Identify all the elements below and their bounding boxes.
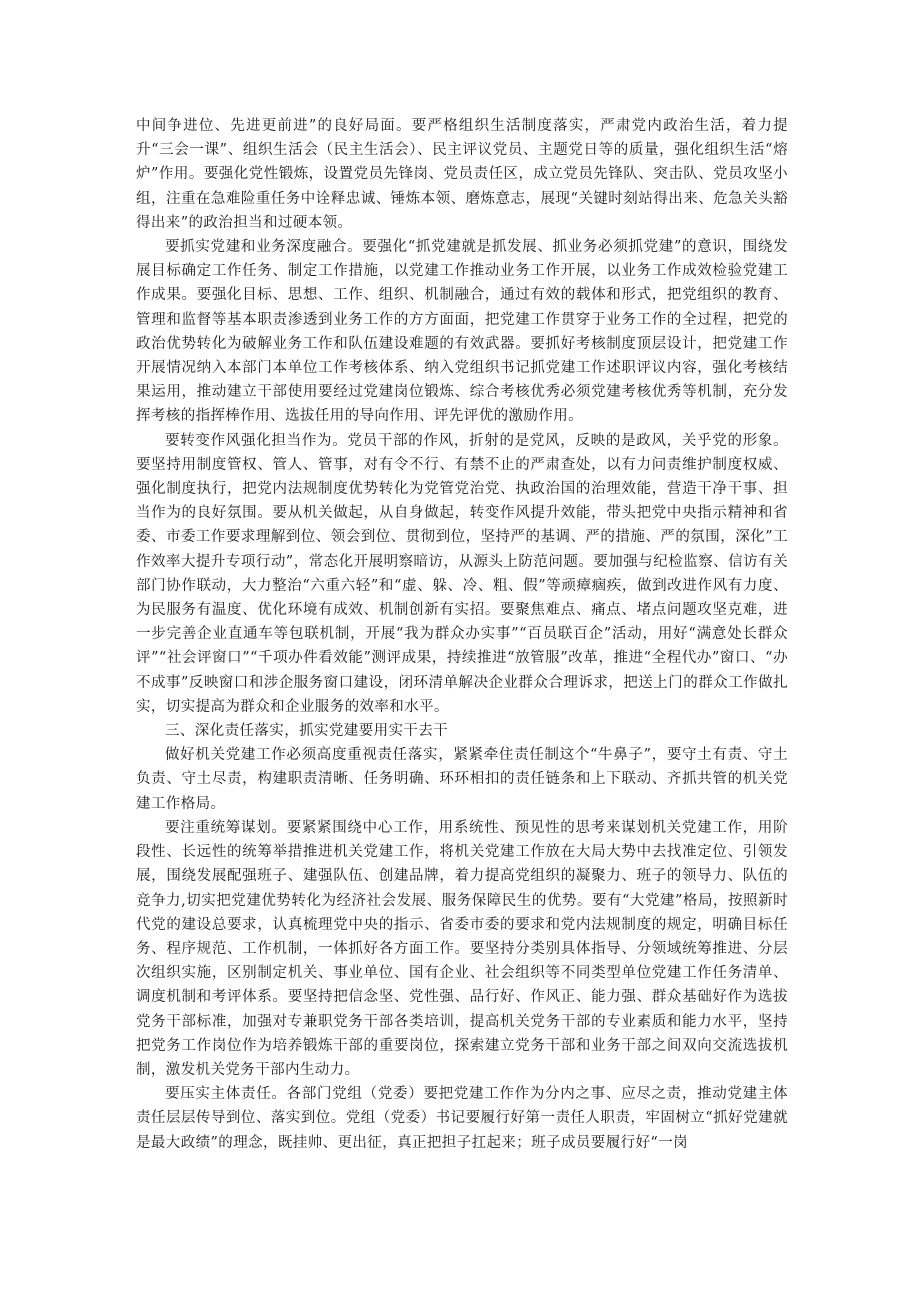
paragraph-main-responsibility: 要压实主体责任。各部门党组（党委）要把党建工作作为分内之事、应尽之责，推动党建主体责任层层传导到位、落实到位。党组（党委）书记要履行好第一责任人职责，牢固树立“抓好党建就是最大政绩”的理念，既挂帅、更出征，真正把担子扛起来；班子成员要履行好“一岗 [136,1086,788,1151]
paragraph-responsibility-intro: 做好机关党建工作必须高度重视责任落实，紧紧牵住责任制这个“牛鼻子”，要守土有责、守土负责、守土尽责，构建职责清晰、任务明确、环环相扣的责任链条和上下联动、齐抓共管的机关党建工作格局。 [136,747,788,812]
paragraph-continuation: 中间争进位、先进更前进”的良好局面。要严格组织生活制度落实，严肃党内政治生活，着力提升“三会一课”、组织生活会（民主生活会）、民主评议党员、主题党日等的质量，强化组织生活“熔炉”作用。要强化党性锻炼，设置党员先锋岗、党员责任区，成立党员先锋队、突击队、党员攻坚小组，注重在急难险重任务中诠释忠诚、锤炼本领、磨炼意志，展现“关键时刻站得出来、危急关头豁得出来”的政治担当和过硬本领。 [136,118,788,231]
paragraph-party-business-integration: 要抓实党建和业务深度融合。要强化“抓党建就是抓发展、抓业务必须抓党建”的意识，围绕发展目标确定工作任务、制定工作措施，以党建工作推动业务工作开展，以业务工作成效检验党建工作成果。要强化目标、思想、工作、组织、机制融合，通过有效的载体和形式，把党组织的教育、管理和监督等基本职责渗透到业务工作的方方面面，把党建工作贯穿于业务工作的全过程，把党的政治优势转化为破解业务工作和队伍建设难题的有效武器。要抓好考核制度顶层设计，把党建工作开展情况纳入本部门本单位工作考核体系、纳入党组织书记抓党建工作述职评议内容，强化考核结果运用，推动建立干部使用要经过党建岗位锻炼、综合考核优秀必须党建考核优秀等机制，充分发挥考核的指挥棒作用、选拔任用的导向作用、评先评优的激励作用。 [136,239,788,425]
section-heading-three: 三、深化责任落实，抓实党建要用实干去干 [165,723,449,740]
paragraph-overall-planning: 要注重统筹谋划。要紧紧围绕中心工作，用系统性、预见性的思考来谋划机关党建工作，用阶段性、长远性的统筹举措推进机关党建工作，将机关党建工作放在大局大势中去找准定位、引领发展，围绕发展配强班子、建强队伍、创建品牌，着力提高党组织的凝聚力、班子的领导力、队伍的竞争力,切实把党建优势转化为经济社会发展、服务保障民生的优势。要有“大党建”格局，按照新时代党的建设总要求，认真梳理党中央的指示、省委市委的要求和党内法规制度的规定，明确目标任务、程序规范、工作机制，一体抓好各方面工作。要坚持分类别具体指导、分领域统筹推进、分层次组织实施，区别制定机关、事业单位、国有企业、社会组织等不同类型单位党建工作任务清单、调度机制和考评体系。要坚持把信念坚、党性强、品行好、作风正、能力强、群众基础好作为选拔党务干部标准，加强对专兼职党务干部各类培训，提高机关党务干部的专业素质和能力水平，坚持把党务工作岗位作为培养锻炼干部的重要岗位，探索建立党务干部和业务干部之间双向交流选拔机制，激发机关党务干部内生动力。 [136,819,788,1078]
document-body [136,114,788,1155]
paragraph-work-style: 要转变作风强化担当作为。党员干部的作风，折射的是党风，反映的是政风，关乎党的形象。要坚持用制度管权、管人、管事，对有令不行、有禁不止的严肃查处，以有力问责维护制度权威、强化制度执行，把党内法规制度优势转化为党管党治党、执政治国的治理效能，营造干净干事、担当作为的良好氛围。要从机关做起，从自身做起，转变作风提升效能，带头把党中央指示精神和省委、市委工作要求理解到位、领会到位、贯彻到位，坚持严的基调、严的措施、严的氛围，深化”工作效率大提升专项行动”，常态化开展明察暗访，从源头上防范问题。要加强与纪检监察、信访有关部门协作联动，大力整治“六重六轻”和“虚、躲、冷、粗、假”等顽瘴痼疾，做到改进作风有力度、为民服务有温度、优化环境有成效、机制创新有实招。要聚焦难点、痛点、堵点问题攻坚克难，进一步完善企业直通车等包联机制，开展“我为群众办实事”“百员联百企”活动，用好“满意处长群众评”“社会评窗口”“千项办件看效能”测评成果，持续推进“放管服”改革，推进“全程代办”窗口、“办不成事”反映窗口和涉企服务窗口建设，闭环清单解决企业群众合理诉求，把送上门的群众工作做扎实，切实提高为群众和企业服务的效率和水平。 [136,432,788,715]
